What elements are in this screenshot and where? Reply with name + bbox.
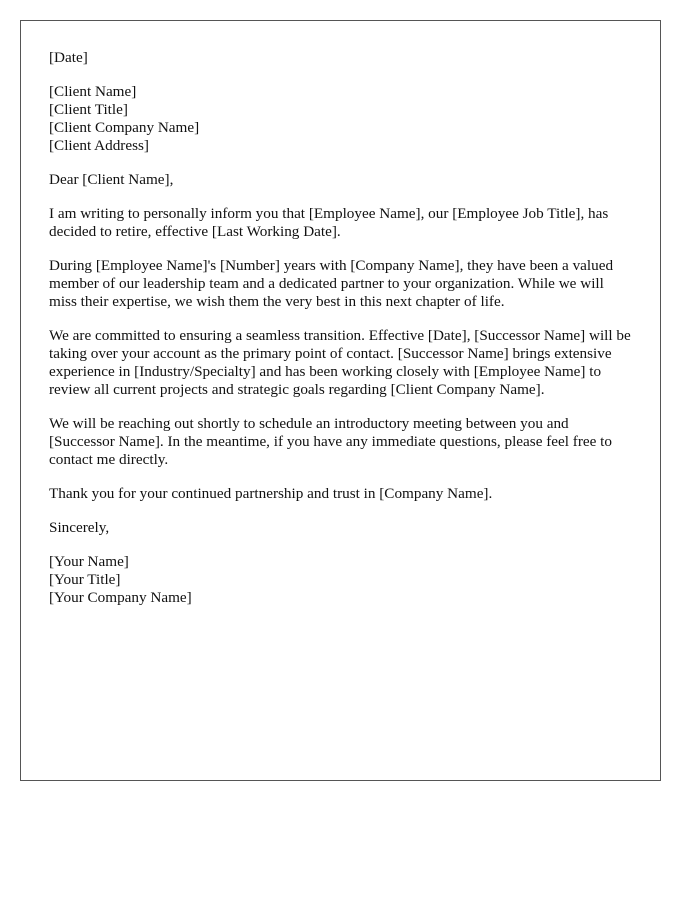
recipient-company: [Client Company Name]: [49, 119, 200, 136]
body-paragraph-2: During [Employee Name]'s [Number] years with [Company Name], they have been a valued member of our leadership team and a dedicated partner to your organization. While we will miss their expertise, we wish them the very best in this next chapter of life.: [49, 257, 614, 310]
recipient-title: [Client Title]: [49, 101, 128, 118]
signature-company: [Your Company Name]: [49, 589, 192, 606]
body-paragraph-5: Thank you for your continued partnership and trust in [Company Name].: [49, 485, 493, 502]
body-paragraph-4: We will be reaching out shortly to schedule an introductory meeting between you and [Successor Name]. In the meantime, if you have any immediate questions, please feel free to contact me directly.: [49, 415, 612, 468]
letter-page: [20, 20, 661, 781]
body-paragraph-3: We are committed to ensuring a seamless transition. Effective [Date], [Successor Name] will be taking over your account as the primary point of contact. [Successor Name] brings extensive experience in [Industry/Specialty] and has been working closely with [Employee Name] to review all current projects and strategic goals regarding [Client Company Name].: [49, 327, 631, 398]
body-paragraph-1: I am writing to personally inform you that [Employee Name], our [Employee Job Title], has decided to retire, effective [Last Working Date].: [49, 205, 609, 240]
closing: Sincerely,: [49, 519, 110, 536]
signature-title: [Your Title]: [49, 571, 121, 588]
signature-name: [Your Name]: [49, 553, 129, 570]
letter-date: [Date]: [49, 49, 88, 66]
signature-block: [49, 553, 632, 607]
salutation: Dear [Client Name],: [49, 171, 174, 188]
recipient-block: [49, 83, 632, 155]
recipient-address: [Client Address]: [49, 137, 149, 154]
recipient-name: [Client Name]: [49, 83, 137, 100]
